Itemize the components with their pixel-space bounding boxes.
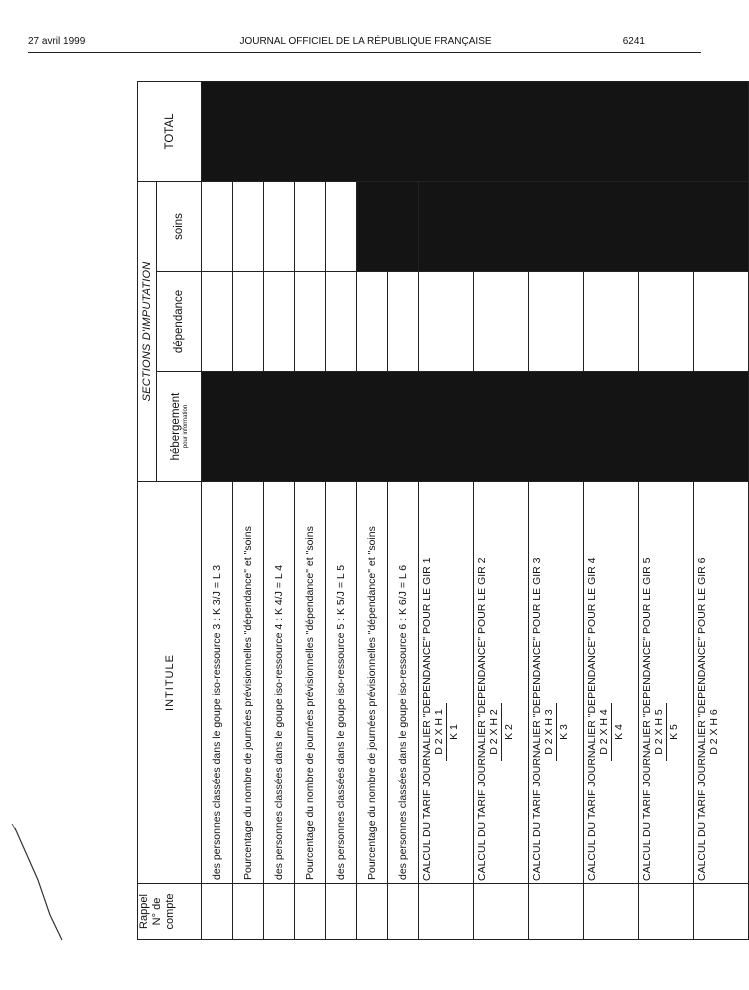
dependance-cell (419, 272, 474, 372)
dependance-cell (357, 272, 388, 372)
header-rule (28, 52, 701, 53)
total-header: TOTAL (138, 81, 202, 181)
gir-calc-cell (639, 482, 694, 884)
fraction-denominator: K 3 (558, 724, 570, 740)
fraction-denominator: K 2 (503, 724, 515, 740)
soins-cell (295, 181, 326, 271)
gir-fraction (708, 703, 722, 761)
rappel-num-label: N° de (151, 897, 163, 926)
gir-title: CALCUL DU TARIF JOURNALIER "DEPENDANCE" POUR LE GIR 5 (641, 557, 653, 881)
header-page-number: 6241 (622, 36, 645, 47)
table-row (202, 81, 233, 939)
soins-cell (202, 181, 233, 271)
hebergement-note: pour information (182, 404, 189, 449)
dependance-cell (388, 272, 419, 372)
fraction-numerator: D 2 X H 2 (488, 703, 502, 761)
line-text: des personnes classées dans le goupe iso-ressource 3 : K 3/J = L 3 (202, 482, 233, 884)
soins-cell (264, 181, 295, 271)
rappel-cell (264, 884, 295, 940)
rappel-label: Rappel (138, 894, 150, 929)
gir-title: CALCUL DU TARIF JOURNALIER "DEPENDANCE" POUR LE GIR 3 (531, 557, 543, 881)
header-journal-title: JOURNAL OFFICIEL DE LA RÉPUBLIQUE FRANÇAISE (239, 36, 492, 47)
rappel-cell (326, 884, 357, 940)
dependance-cell (474, 272, 529, 372)
gir-calc-cell (694, 482, 749, 884)
hebergement-label: hébergement (169, 392, 182, 461)
dependance-header: dépendance (157, 272, 202, 372)
rappel-cell (639, 884, 694, 940)
gir-fraction (433, 703, 460, 761)
gir-fraction (598, 703, 625, 761)
total-shaded-block (202, 81, 749, 181)
rappel-cell (202, 884, 233, 940)
gir-fraction (488, 703, 515, 761)
rappel-compte-label: compte (164, 893, 176, 930)
line-text: des personnes classées dans le goupe iso-ressource 6 : K 6/J = L 6 (388, 482, 419, 884)
rappel-cell (388, 884, 419, 940)
line-text: Pourcentage du nombre de journées prévisionnelles "dépendance" et "soins (233, 482, 264, 884)
table-row (233, 81, 264, 939)
fraction-numerator: D 2 X H 6 (708, 709, 720, 755)
hebergement-header (157, 372, 202, 482)
hebergement-shaded-block (202, 372, 749, 482)
gir-calc-cell (529, 482, 584, 884)
gir-fraction (653, 703, 680, 761)
dependance-cell (264, 272, 295, 372)
line-text: Pourcentage du nombre de journées prévisionnelles "dépendance" et "soins (295, 482, 326, 884)
dependance-cell (584, 272, 639, 372)
imputation-table (137, 81, 749, 940)
fraction-numerator: D 2 X H 4 (598, 703, 612, 761)
soins-cell (233, 181, 264, 271)
fraction-numerator: D 2 X H 5 (653, 703, 667, 761)
dependance-cell (202, 272, 233, 372)
table-row (419, 81, 474, 939)
soins-shaded-block (419, 181, 749, 271)
rappel-cell (529, 884, 584, 940)
rappel-cell (474, 884, 529, 940)
fraction-denominator: K 4 (613, 724, 625, 740)
gir-title: CALCUL DU TARIF JOURNALIER "DEPENDANCE" POUR LE GIR 6 (696, 557, 708, 881)
rappel-cell (694, 884, 749, 940)
dependance-cell (326, 272, 357, 372)
sections-imputation-header: SECTIONS D'IMPUTATION (138, 181, 157, 481)
fraction-denominator: K 5 (668, 724, 680, 740)
table-row (326, 81, 357, 939)
intitule-header: INTITULE (138, 482, 202, 884)
table-row (357, 81, 388, 939)
rotated-table-frame (137, 82, 720, 940)
dependance-cell (694, 272, 749, 372)
gir-title: CALCUL DU TARIF JOURNALIER "DEPENDANCE" POUR LE GIR 4 (586, 557, 598, 881)
fraction-numerator: D 2 X H 1 (433, 703, 447, 761)
pen-mark (10, 820, 80, 950)
gir-calc-cell (419, 482, 474, 884)
gir-fraction (543, 703, 570, 761)
soins-cell (326, 181, 357, 271)
rappel-cell (233, 884, 264, 940)
rappel-cell (295, 884, 326, 940)
rappel-cell (584, 884, 639, 940)
gir-title: CALCUL DU TARIF JOURNALIER "DEPENDANCE" POUR LE GIR 1 (421, 557, 433, 881)
gir-calc-cell (584, 482, 639, 884)
dependance-cell (639, 272, 694, 372)
soins-header: soins (157, 181, 202, 271)
line-text: des personnes classées dans le goupe iso-ressource 4 : K 4/J = L 4 (264, 482, 295, 884)
fraction-denominator: K 1 (448, 724, 460, 740)
rappel-cell (357, 884, 388, 940)
dependance-cell (233, 272, 264, 372)
soins-shaded-block (357, 181, 419, 271)
fraction-denominator (721, 703, 722, 761)
dependance-cell (529, 272, 584, 372)
rappel-cell (419, 884, 474, 940)
gir-title: CALCUL DU TARIF JOURNALIER "DEPENDANCE" POUR LE GIR 2 (476, 557, 488, 881)
line-text: Pourcentage du nombre de journées prévisionnelles "dépendance" et "soins (357, 482, 388, 884)
table-row (264, 81, 295, 939)
gir-calc-cell (474, 482, 529, 884)
table-row (295, 81, 326, 939)
header-date: 27 avril 1999 (28, 36, 86, 47)
rotated-table-area (137, 82, 720, 940)
rappel-header (138, 884, 202, 940)
dependance-cell (295, 272, 326, 372)
line-text: des personnes classées dans le goupe iso-ressource 5 : K 5/J = L 5 (326, 482, 357, 884)
fraction-numerator: D 2 X H 3 (543, 703, 557, 761)
